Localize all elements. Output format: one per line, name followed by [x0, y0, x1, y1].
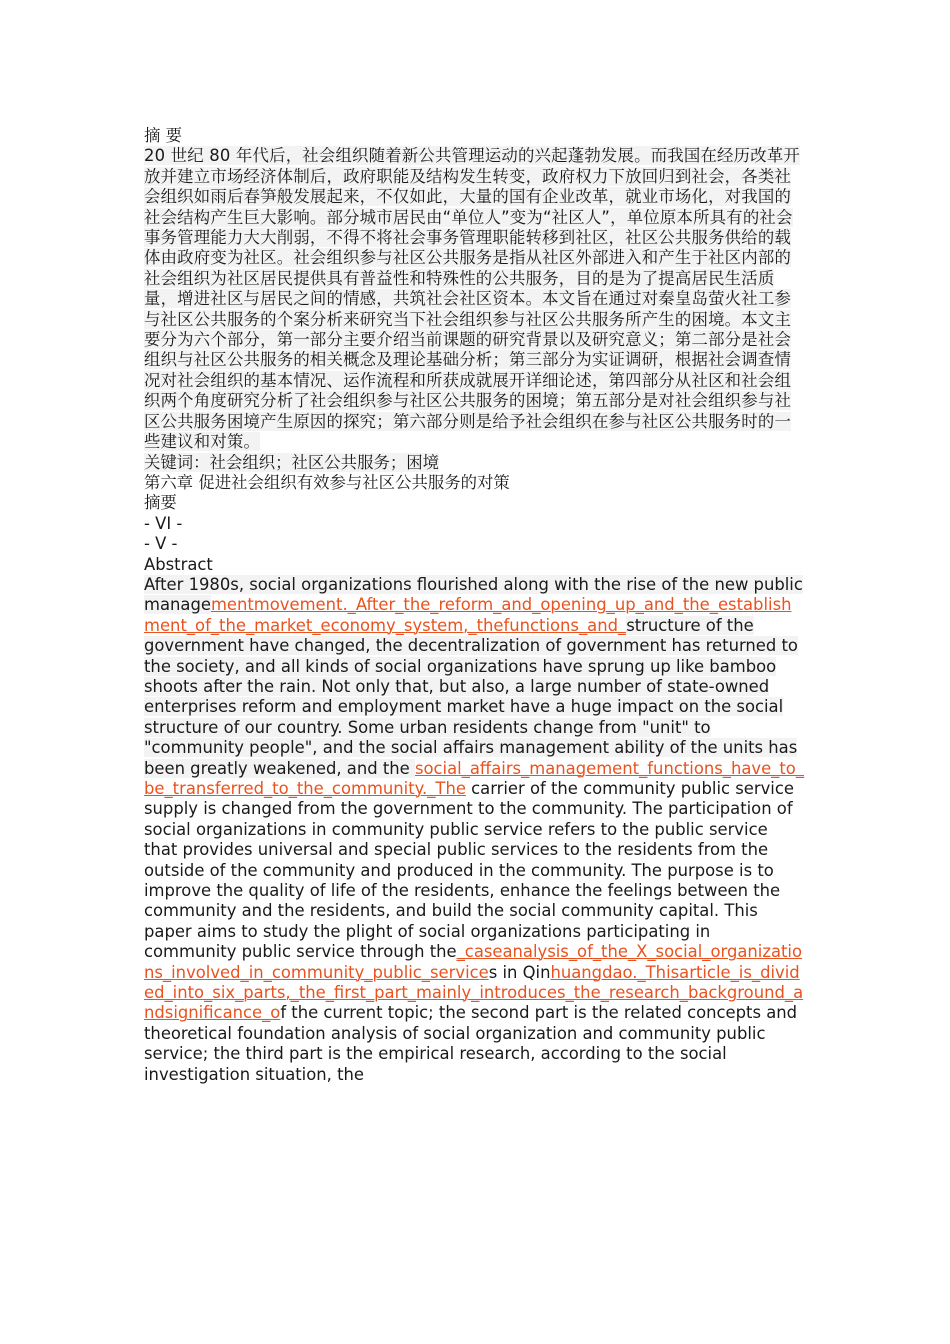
- document-page: [144, 126, 806, 1085]
- en-text-part-4: s in Qin: [488, 962, 551, 982]
- en-text-part-3: carrier of the community public service supply is changed from the government to the community. The participation of social organizations in community public service refers to the public service that provides universal and special public services to the residents from the outside of the community and produced in the community. The purpose is to improve the quality of life of the residents, enhance the feelings between the community and the residents, and build the social community capital. This paper aims to study the plight of social organizations participating in community public service through the: [144, 779, 794, 962]
- zh-abstract-body: [144, 146, 806, 452]
- tracked-change-2: social_affairs_management_functions_have_to_be_transferred_to_the_community._The: [144, 758, 805, 798]
- en-text-part-5: f the current topic; the second part is the related concepts and theoretical foundation analysis of social organization and community public service; the third part is the empirical research, according to the social investigation situation, the: [144, 1003, 798, 1084]
- toc-abstract-entry: 摘要: [144, 493, 177, 513]
- page-number-v: - V -: [144, 534, 178, 554]
- zh-abstract-text: 20 世纪 80 年代后，社会组织随着新公共管理运动的兴起蓬勃发展。而我国在经历改革开放并建立市场经济体制后，政府职能及结构发生转变，政府权力下放回归到社会，各类社会组织如雨后春笋般发展起来，不仅如此，大量的国有企业改革，就业市场化，对我国的社会结构产生巨大影响。部分城市居民由“单位人”变为“社区人”，单位原本所具有的社会事务管理能力大大削弱，不得不将社会事务管理职能转移到社区，社区公共服务供给的载体由政府变为社区。社会组织参与社区公共服务是指从社区外部进入和产生于社区内部的社会组织为社区居民提供具有普益性和特殊性的公共服务，目的是为了提高居民生活质量，增进社区与居民之间的情感，共筑社会社区资本。本文旨在通过对秦皇岛萤火社工参与社区公共服务的个案分析来研究当下社会组织参与社区公共服务所产生的困境。本文主要分为六个部分，第一部分主要介绍当前课题的研究背景以及研究意义；第二部分是社会组织与社区公共服务的相关概念及理论基础分析；第三部分为实证调研，根据社会调查情况对社会组织的基本情况、运作流程和所获成就展开详细论述，第四部分从社区和社会组织两个角度研究分析了社会组织参与社区公共服务的困境；第五部分是对社会组织参与社区公共服务困境产生原因的探究；第六部分则是给予社会组织在参与社区公共服务时的一些建议和对策。: [144, 146, 801, 452]
- zh-keywords: [144, 453, 806, 473]
- keywords-text: 关键词：社会组织；社区公共服务；困境: [144, 452, 440, 472]
- toc-chapter-6: 第六章 促进社会组织有效参与社区公共服务的对策: [144, 472, 510, 492]
- en-abstract-heading: Abstract: [144, 554, 213, 574]
- en-text-part-2: structure of the government have changed, the decentralization of government has returned to the society, and all kinds of social organizations have sprung up like bamboo shoots after the rain. Not only that, but also, a large number of state-owned enterprises reform and employment market have a huge impact on the social structure of our country. Some urban residents change from "unit" to "community people", and the social affairs management ability of the units has been greatly weakened, and the: [144, 615, 798, 778]
- tracked-change-1: mentmovement._After_the_reform_and_opening_up_and_the_establishment_of_the_market_economy_system,_thefunctions_and_: [144, 595, 792, 635]
- page-number-vi: - VI -: [144, 513, 183, 533]
- zh-abstract-heading: 摘 要: [144, 126, 182, 145]
- en-abstract-body: [144, 575, 806, 1085]
- tracked-change-3: _caseanalysis_of_the_X_social_organizations_involved_in_community_public_service: [144, 942, 803, 982]
- tracked-change-4: huangdao._Thisarticle_is_divided_into_six_parts,_the_first_part_mainly_introduces_the_research_background_andsignificance_o: [144, 962, 804, 1023]
- en-text-part-1: After 1980s, social organizations flourished along with the rise of the new public manage: [144, 574, 803, 615]
